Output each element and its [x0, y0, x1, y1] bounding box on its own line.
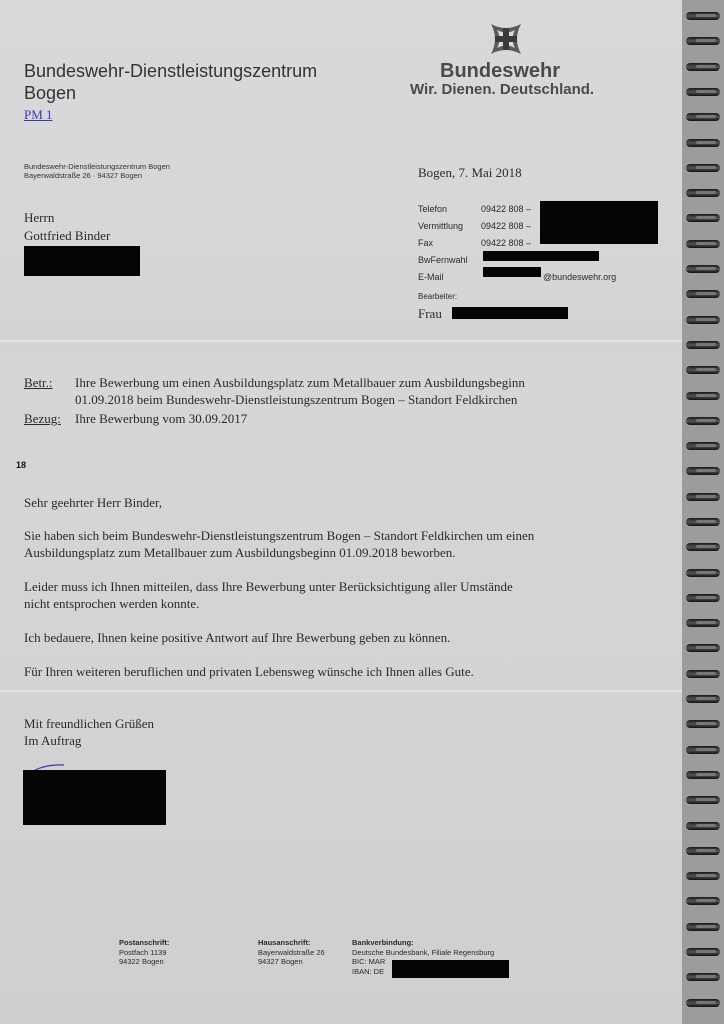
spiral-coil [686, 341, 720, 349]
spiral-coil [686, 973, 720, 981]
spiral-coil [686, 695, 720, 703]
redaction-block [24, 246, 140, 276]
spiral-coil [686, 12, 720, 20]
spiral-coil [686, 746, 720, 754]
closing-line-2: Im Auftrag [24, 733, 82, 748]
redaction-block [392, 960, 509, 978]
notebook-spiral [682, 0, 724, 1024]
spiral-coil [686, 37, 720, 45]
spiral-coil [686, 493, 720, 501]
spiral-coil [686, 164, 720, 172]
spiral-coil [686, 265, 720, 273]
contact-label: Vermittlung [418, 220, 464, 231]
org-line-1: Bundeswehr-Dienstleistungszentrum [24, 61, 318, 81]
sender-return-line [24, 162, 170, 180]
spiral-coil [686, 720, 720, 728]
contact-value: 09422 808 – [481, 237, 532, 248]
sender-org-heading [24, 60, 317, 104]
org-line-2: Bogen [24, 83, 77, 103]
page-marker: 18 [16, 460, 27, 470]
spiral-coil [686, 316, 720, 324]
footer-line: 94327 Bogen [258, 957, 303, 966]
subject-line-2: 01.09.2018 beim Bundeswehr-Dienstleistungszentrum Bogen – Standort Feldkirchen [75, 392, 518, 407]
spiral-coil [686, 569, 720, 577]
paper-fold [0, 690, 682, 692]
email-domain: @bundeswehr.org [543, 271, 617, 282]
paragraph-line: nicht entsprochen werden konnte. [24, 596, 200, 611]
footer-title: Postanschrift: [119, 938, 170, 947]
bearbeiter-label: Bearbeiter: [418, 292, 458, 301]
footer-line: Deutsche Bundesbank, Filiale Regensburg [352, 947, 495, 957]
spiral-coil [686, 923, 720, 931]
spiral-coil [686, 518, 720, 526]
spiral-coil [686, 771, 720, 779]
closing-line-1: Mit freundlichen Grüßen [24, 716, 154, 731]
footer-line: BIC: MAR [352, 957, 386, 966]
logo-title: Bundeswehr [440, 60, 561, 82]
spiral-coil [686, 392, 720, 400]
spiral-coil [686, 897, 720, 905]
redaction-block [483, 267, 541, 277]
ref-code: PM 1 [24, 107, 53, 122]
spiral-coil [686, 670, 720, 678]
spiral-coil [686, 644, 720, 652]
paragraph-4: Für Ihren weiteren beruflichen und privaten Lebensweg wünsche ich Ihnen alles Gute. [24, 664, 474, 679]
spiral-coil [686, 999, 720, 1007]
subject-text [75, 374, 525, 408]
contact-label: Fax [418, 237, 434, 248]
logo-slogan: Wir. Dienen. Deutschland. [410, 81, 595, 98]
spiral-coil [686, 796, 720, 804]
spiral-coil [686, 366, 720, 374]
spiral-coil [686, 442, 720, 450]
greeting: Sehr geehrter Herr Binder, [24, 495, 163, 510]
spiral-coil [686, 63, 720, 71]
spiral-coil [686, 214, 720, 222]
spiral-coil [686, 417, 720, 425]
subject-line-1: Ihre Bewerbung um einen Ausbildungsplatz zum Metallbauer zum Ausbildungsbeginn [75, 375, 525, 390]
redaction-block [23, 770, 166, 825]
spiral-coil [686, 822, 720, 830]
spiral-coil [686, 594, 720, 602]
paragraph-line: Sie haben sich beim Bundeswehr-Dienstleistungszentrum Bogen – Standort Feldkirchen um einen [24, 528, 535, 543]
spiral-coil [686, 467, 720, 475]
spiral-coil [686, 240, 720, 248]
footer-line: IBAN: DE [352, 966, 385, 976]
footer-line: 94322 Bogen [119, 957, 164, 966]
iron-cross-icon [489, 22, 523, 56]
contact-value: 09422 808 – [481, 203, 532, 214]
bezug-label: Bezug: [24, 411, 61, 426]
bearbeiter-value: Frau [418, 306, 442, 321]
letter-date: Bogen, 7. Mai 2018 [418, 165, 522, 180]
spiral-coil [686, 88, 720, 96]
betr-label: Betr.: [24, 375, 53, 390]
spiral-coil [686, 290, 720, 298]
redaction-block [452, 307, 568, 319]
footer-line: Postfach 1139 [119, 947, 167, 957]
redaction-block [483, 251, 599, 261]
recipient-address [24, 209, 110, 245]
recipient-salutation: Herrn [24, 210, 55, 225]
paragraph-1 [24, 527, 534, 561]
contact-value: 09422 808 – [481, 220, 532, 231]
contact-label: Telefon [418, 203, 448, 214]
spiral-coil [686, 189, 720, 197]
contact-label: BwFernwahl [418, 254, 468, 265]
contact-label: E-Mail [418, 271, 444, 282]
redaction-block [540, 201, 658, 244]
paragraph-2 [24, 578, 513, 612]
paragraph-3: Ich bedauere, Ihnen keine positive Antwort auf Ihre Bewerbung geben zu können. [24, 630, 451, 645]
spiral-coil [686, 113, 720, 121]
spiral-coil [686, 543, 720, 551]
footer-hausanschrift [258, 938, 325, 967]
footer-line: Bayerwaldstraße 26 [258, 947, 325, 957]
sender-line-2: Bayerwaldstraße 26 · 94327 Bogen [24, 171, 142, 180]
spiral-coil [686, 619, 720, 627]
footer-title: Bankverbindung: [352, 938, 414, 947]
paragraph-line: Ausbildungsplatz zum Metallbauer zum Ausbildungsbeginn 01.09.2018 beworben. [24, 545, 456, 560]
spiral-coil [686, 847, 720, 855]
recipient-name: Gottfried Binder [24, 228, 111, 243]
sender-line-1: Bundeswehr-Dienstleistungszentrum Bogen [24, 162, 170, 171]
paper-fold [0, 340, 682, 342]
paragraph-line: Leider muss ich Ihnen mitteilen, dass Ihre Bewerbung unter Berücksichtigung aller Umstände [24, 579, 513, 594]
spiral-coil [686, 948, 720, 956]
footer-title: Hausanschrift: [258, 938, 311, 947]
bezug-text: Ihre Bewerbung vom 30.09.2017 [75, 411, 248, 426]
closing [24, 715, 154, 749]
spiral-coil [686, 139, 720, 147]
spiral-coil [686, 872, 720, 880]
footer-postanschrift [119, 938, 169, 967]
